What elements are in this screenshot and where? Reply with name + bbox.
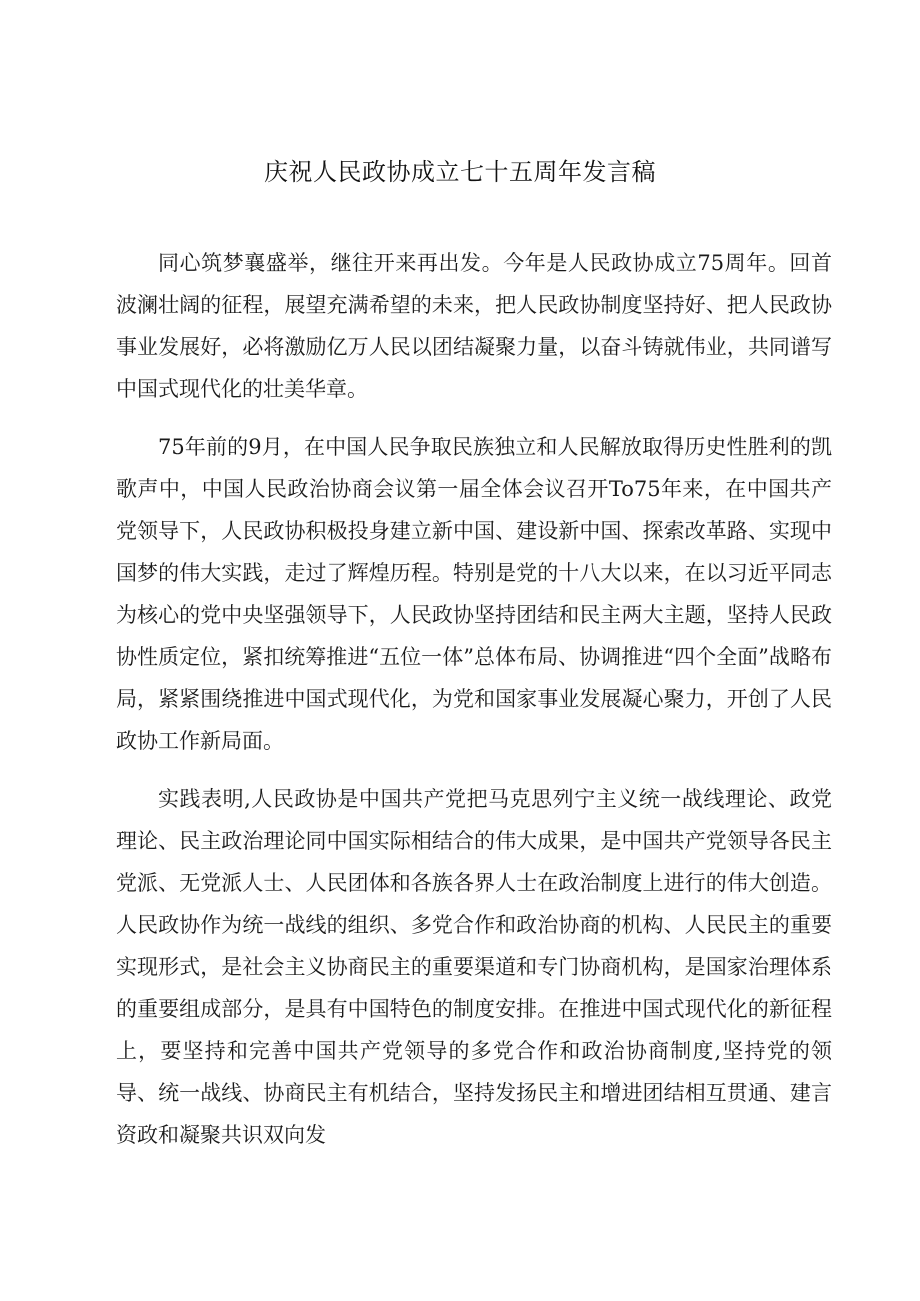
paragraph-1: 同心筑梦襄盛举，继往开来再出发。今年是人民政协成立75周年。回首波澜壮阔的征程，展望充满希望的未来，把人民政协制度坚持好、把人民政协事业发展好，必将激励亿万人民以团结凝聚力量，以奋斗铸就伟业，共同谱写中国式现代化的壮美华章。 [116,251,832,401]
document-body [116,242,832,1156]
paragraph-3: 实践表明,人民政协是中国共产党把马克思列宁主义统一战线理论、政党理论、民主政治理论同中国实际相结合的伟大成果，是中国共产党领导各民主党派、无党派人士、人民团体和各族各界人士在政治制度上进行的伟大创造。人民政协作为统一战线的组织、多党合作和政治协商的机构、人民民主的重要实现形式，是社会主义协商民主的重要渠道和专门协商机构，是国家治理体系的重要组成部分，是具有中国特色的制度安排。在推进中国式现代化的新征程上，要坚持和完善中国共产党领导的多党合作和政治协商制度,坚持党的领导、统一战线、协商民主有机结合，坚持发扬民主和增进团结相互贯通、建言资政和凝聚共识双向发 [116,787,832,1147]
document-title: 庆祝人民政协成立七十五周年发言稿 [264,158,656,186]
paragraph-2: 75年前的9月，在中国人民争取民族独立和人民解放取得历史性胜利的凯歌声中，中国人民政治协商会议第一届全体会议召开To75年来，在中国共产党领导下，人民政协积极投身建立新中国、建设新中国、探索改革路、实现中国梦的伟大实践，走过了辉煌历程。特别是党的十八大以来，在以习近平同志为核心的党中央坚强领导下，人民政协坚持团结和民主两大主题，坚持人民政协性质定位，紧扣统筹推进“五位一体”总体布局、协调推进“四个全面”战略布局，紧紧围绕推进中国式现代化，为党和国家事业发展凝心聚力，开创了人民政协工作新局面。 [116,435,832,753]
